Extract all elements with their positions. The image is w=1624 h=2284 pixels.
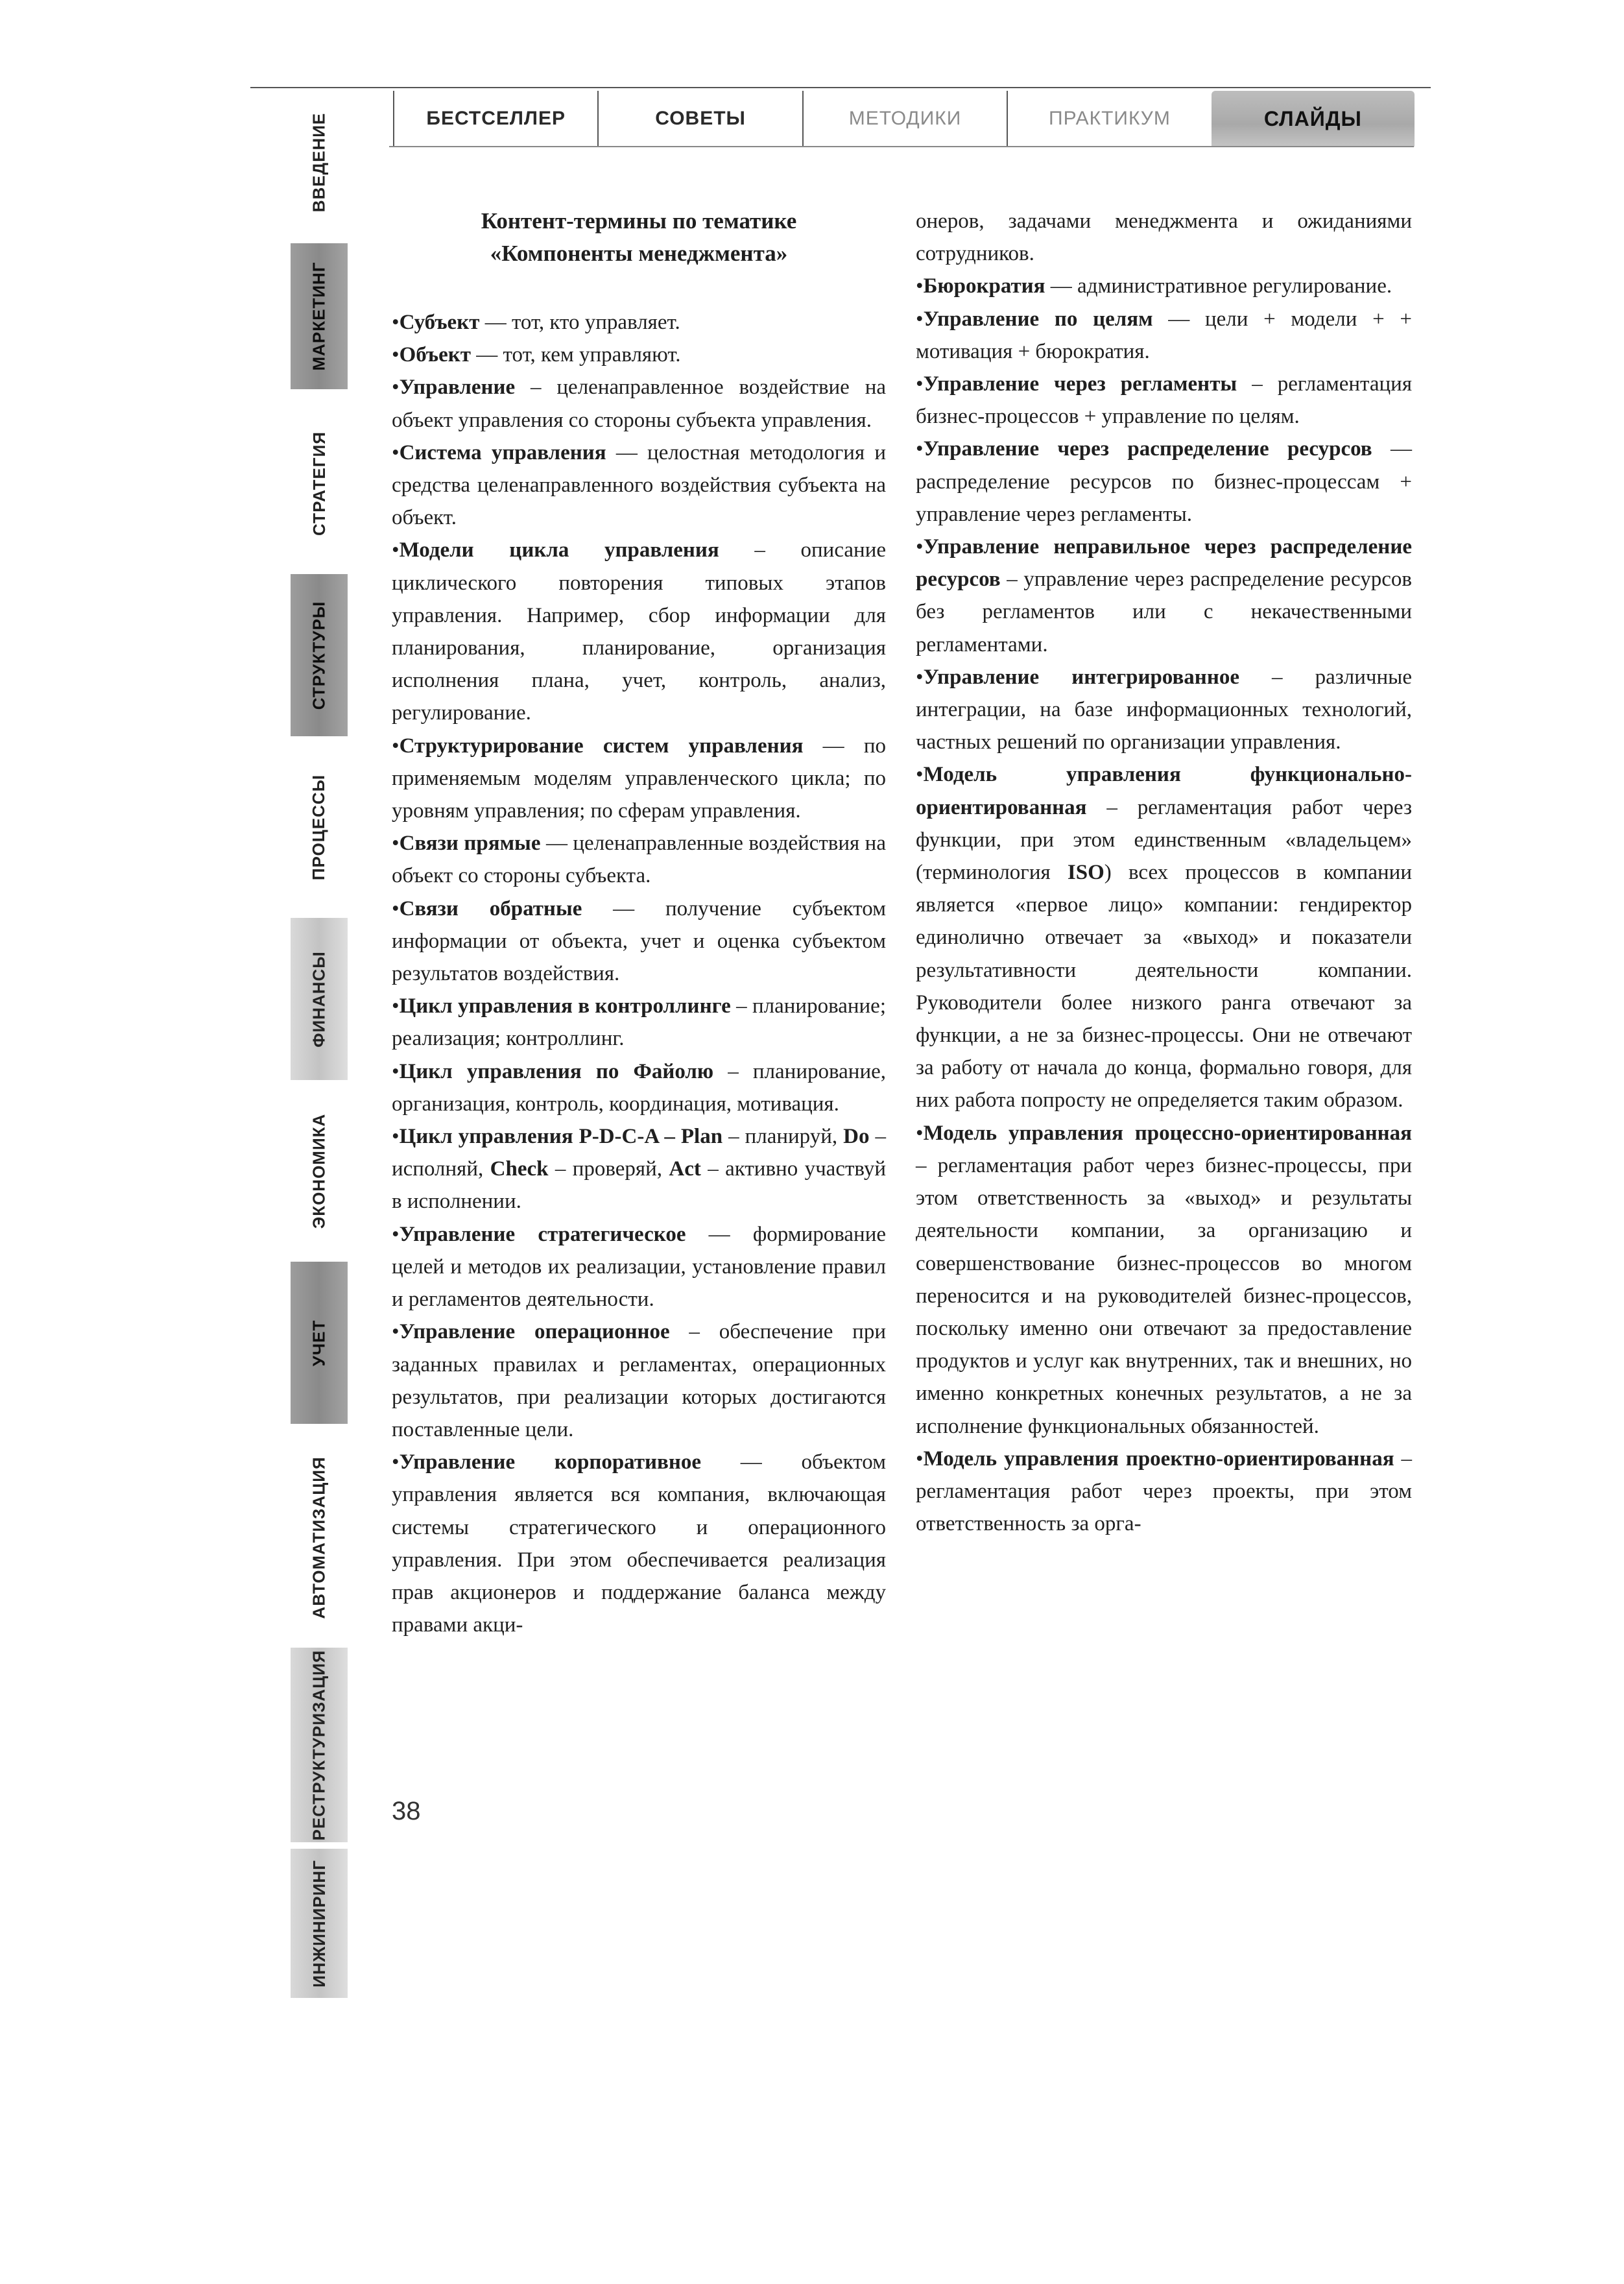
side-item-automation[interactable]: АВТОМАТИЗАЦИЯ bbox=[309, 1456, 329, 1619]
term-entry: •Управление стратегическое — формирование целей и методов их реализации, установление правил и регламентов деятельности. bbox=[392, 1222, 887, 1312]
term-entry: •Субъект — тот, кто управляет. bbox=[392, 311, 680, 334]
term-entry: •Связи обратные — получение субъектом информации от объекта, учет и оценка субъектом результатов воздействия. bbox=[392, 896, 886, 986]
term-entry: •Модель управления процессно-ориентированная – регламентация работ через бизнес-процессы, при этом ответственность за «выход» и результаты деятельности компании, за организацию и совершенствование бизнес-процессов во многом переносится и на руководителей бизнес-процессов, поскольку именно они отвечают за предоставление продуктов и услуг как внутренних, так и внешних, но именно конкретных конечных результатов, а не за исполнение функциональных обязанностей. bbox=[916, 1121, 1412, 1438]
tab-slides[interactable]: СЛАЙДЫ bbox=[1212, 91, 1415, 147]
side-item-processes[interactable]: ПРОЦЕССЫ bbox=[309, 774, 329, 880]
left-column bbox=[392, 205, 886, 1641]
term-entry: •Модель управления функционально-ориентированная – регламентация работ через функции, при этом единственным «владельцем» (терминология ISO) всех процессов в компании является «первое лицо» компании: гендиректор единолично отвечает за «выход» и показатели результативности деятельности компании. Руководители более низкого ранга отвечают за функции, а не за бизнес-процессы. Они не отвечают за работу от начала до конца, формально говоря, для них работа попросту не определяется таким образом. bbox=[916, 763, 1412, 1112]
side-item-engineering[interactable]: ИНЖИНИРИНГ bbox=[291, 1849, 348, 1998]
heading-line-2: «Компоненты менеджмента» bbox=[490, 241, 788, 266]
side-item-marketing[interactable]: МАРКЕТИНГ bbox=[291, 243, 348, 389]
term-entry: •Бюрократия — административное регулирование. bbox=[916, 274, 1392, 298]
term-entry: •Система управления — целостная методология и средства целенаправленного воздействия субъекта на объект. bbox=[392, 440, 886, 530]
term-entry: •Модели цикла управления – описание циклического повторения типовых этапов управления. Например, сбор информации для планирования, планирование, организация исполнения плана, учет, контроль, анализ, регулирование. bbox=[392, 538, 886, 725]
side-item-structures[interactable]: СТРУКТУРЫ bbox=[291, 574, 348, 736]
side-item-introduction[interactable]: ВВЕДЕНИЕ bbox=[309, 112, 329, 212]
section-heading bbox=[392, 205, 886, 270]
term-entry: •Связи прямые — целенаправленные воздействия на объект со стороны субъекта. bbox=[392, 832, 886, 888]
term-entry: •Управление операционное – обеспечение при заданных правилах и регламентах, операционных результатов, при реализации которых достигаются поставленные цели. bbox=[392, 1320, 886, 1441]
term-entry: •Управление неправильное через распределение ресурсов – управление через распределение ресурсов без регламентов или с некачественными регламентами. bbox=[916, 535, 1412, 656]
top-rule bbox=[250, 87, 1431, 88]
side-item-finance[interactable]: ФИНАНСЫ bbox=[291, 918, 348, 1080]
term-entry: •Объект — тот, кем управляют. bbox=[392, 343, 681, 367]
page-number: 38 bbox=[392, 1797, 421, 1825]
term-entry: •Управление по целям — цели + модели + + мотивация + бюрократия. bbox=[916, 307, 1413, 363]
side-navigation bbox=[291, 97, 348, 1988]
term-entry: •Структурирование систем управления — по применяемым моделям управленческого цикла; по уровням управления; по сферам управления. bbox=[392, 734, 886, 823]
right-column bbox=[916, 205, 1412, 1540]
side-item-accounting[interactable]: УЧЕТ bbox=[291, 1262, 348, 1424]
side-item-strategy[interactable]: СТРАТЕГИЯ bbox=[309, 431, 329, 536]
side-item-economics[interactable]: ЭКОНОМИКА bbox=[309, 1113, 329, 1229]
term-entry: •Цикл управления в контроллинге – планирование; реализация; контроллинг. bbox=[392, 994, 887, 1051]
tab-advice[interactable]: СОВЕТЫ bbox=[597, 91, 802, 147]
tab-bestseller[interactable]: БЕСТСЕЛЛЕР bbox=[393, 91, 597, 147]
heading-line-1: Контент-термины по тематике bbox=[481, 208, 797, 234]
continued-text: онеров, задачами менеджмента и ожиданиями сотрудников. bbox=[916, 210, 1412, 266]
term-entry: •Цикл управления по Файолю – планирование, организация, контроль, координация, мотивация. bbox=[392, 1059, 887, 1116]
term-entry: •Управление через распределение ресурсов — распределение ресурсов по бизнес-процессам + управление через регламенты. bbox=[916, 437, 1412, 526]
tab-practicum[interactable]: ПРАКТИКУМ bbox=[1007, 91, 1211, 147]
tabs-bottom-rule bbox=[389, 146, 1414, 147]
term-entry: •Управление интегрированное – различные интеграции, на базе информационных технологий, частных решений по организации управления. bbox=[916, 665, 1412, 754]
term-entry: •Управление – целенаправленное воздействие на объект управления со стороны субъекта управления. bbox=[392, 376, 886, 432]
term-entry: •Управление через регламенты – регламентация бизнес-процессов + управление по целям. bbox=[916, 372, 1412, 429]
section-tabs bbox=[393, 91, 1415, 147]
side-item-restructuring[interactable]: РЕСТРУКТУРИЗАЦИЯ bbox=[291, 1648, 348, 1842]
term-entry: •Управление корпоративное — объектом управления является вся компания, включающая системы стратегического и операционного управления. При этом обеспечивается реализация прав акционеров и поддержание баланса между правами акци- bbox=[392, 1450, 886, 1637]
term-entry: •Цикл управления P-D-C-A – Plan – планируй, Do – исполняй, Check – проверяй, Act – активно участвуй в исполнении. bbox=[392, 1125, 887, 1214]
tab-methods[interactable]: МЕТОДИКИ bbox=[802, 91, 1007, 147]
term-entry: •Модель управления проектно-ориентированная – регламентация работ через проекты, при этом ответственность за орга- bbox=[916, 1447, 1412, 1536]
